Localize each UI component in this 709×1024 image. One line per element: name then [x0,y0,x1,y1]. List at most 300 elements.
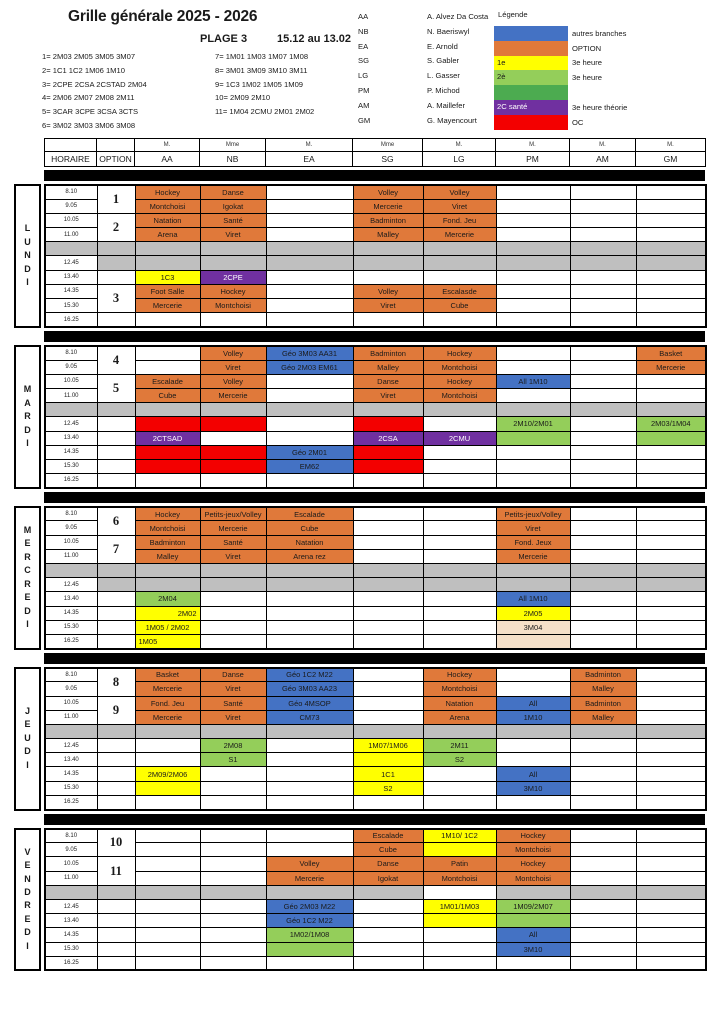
column-header: AA [135,152,200,167]
schedule-cell: Géo 1C2 M22 [266,668,353,682]
option-group-line: 11= 1M04 2CMU 2M01 2M02 [215,107,315,117]
schedule-cell [266,256,353,270]
schedule-cell [353,634,423,648]
options-list-right [215,50,314,119]
schedule-cell: Mercerie [266,871,353,885]
schedule-cell [570,199,636,213]
schedule-cell [496,360,570,374]
time-cell: 15.30 [45,942,97,956]
schedule-cell [496,578,570,592]
schedule-cell: Viret [200,549,266,563]
schedule-cell: 2CSA [353,431,423,445]
schedule-cell [135,942,200,956]
column-header: HORAIRE [45,152,97,167]
schedule-cell: Hockey [423,346,496,360]
teacher-row [358,10,488,25]
schedule-cell [200,942,266,956]
schedule-cell [423,535,496,549]
schedule-cell: 2M11 [423,739,496,753]
schedule-cell [570,928,636,942]
schedule-cell [266,474,353,488]
schedule-cell [636,914,706,928]
time-cell: 10.05 [45,857,97,871]
options-list-left [42,50,147,133]
schedule-cell [636,521,706,535]
column-header: OPTION [97,152,135,167]
schedule-cell [423,549,496,563]
legend-label: OC [572,117,584,127]
schedule-cell: Hockey [200,284,266,298]
day-letter: E [24,538,31,549]
schedule-cell: Montchoisi [423,682,496,696]
column-header: EA [266,152,353,167]
legend-row [494,41,627,56]
schedule-cell: 2M02 [135,606,200,620]
schedule-cell: Mercerie [200,388,266,402]
schedule-cell [266,724,353,738]
option-cell [97,739,135,753]
schedule-cell: Patin [423,857,496,871]
schedule-cell: EM62 [266,459,353,473]
schedule-cell [266,431,353,445]
schedule-cell: Santé [200,535,266,549]
schedule-cell [200,620,266,634]
day-letter: I [26,277,29,288]
schedule-cell [353,474,423,488]
day-letter: I [26,940,29,951]
schedule-cell [135,474,200,488]
time-cell: 14.35 [45,606,97,620]
schedule-cell [636,564,706,578]
schedule-cell [423,795,496,809]
schedule-cell [423,270,496,284]
schedule-cell [266,299,353,313]
schedule-cell: Volley [200,346,266,360]
schedule-cell: Malley [353,360,423,374]
schedule-cell: 2CPE [200,270,266,284]
schedule-cell: Natation [423,696,496,710]
schedule-cell [200,474,266,488]
day-letter: R [24,551,31,562]
schedule-grid [0,138,709,971]
schedule-cell [636,843,706,857]
schedule-cell: 1M09/2M07 [496,899,570,913]
time-cell: 13.40 [45,431,97,445]
option-cell [97,242,135,256]
schedule-cell: Mercerie [636,360,706,374]
teacher-code: AM [358,100,370,110]
schedule-cell: Montchoisi [423,388,496,402]
schedule-cell: Fond. Jeu [135,696,200,710]
schedule-cell: Badminton [353,213,423,227]
schedule-cell [353,620,423,634]
schedule-cell [200,606,266,620]
schedule-cell: 2M09/2M06 [135,767,200,781]
schedule-cell: Cube [423,299,496,313]
schedule-cell: Géo 1C2 M22 [266,914,353,928]
schedule-cell [353,668,423,682]
schedule-cell [570,885,636,899]
schedule-cell [570,767,636,781]
separator-band [44,814,705,825]
schedule-cell [636,374,706,388]
schedule-cell [353,549,423,563]
teacher-name: G. Mayencourt [427,115,477,125]
schedule-cell [200,445,266,459]
schedule-cell [135,781,200,795]
schedule-cell [570,549,636,563]
option-group-line: 10= 2M09 2M10 [215,93,271,103]
schedule-cell [353,521,423,535]
schedule-cell [636,739,706,753]
time-cell: 9.05 [45,843,97,857]
time-cell: 10.05 [45,535,97,549]
schedule-cell: Escalade [353,829,423,843]
column-header: GM [636,152,706,167]
teacher-code: AA [358,12,369,21]
schedule-cell: Volley [200,374,266,388]
schedule-cell [636,299,706,313]
time-cell: 15.30 [45,781,97,795]
schedule-cell [200,431,266,445]
option-cell [97,767,135,781]
time-cell: 16.25 [45,474,97,488]
day-label [14,506,41,650]
option-cell [97,956,135,970]
schedule-cell [353,592,423,606]
schedule-cell: S1 [200,753,266,767]
schedule-cell [423,942,496,956]
option-cell [97,634,135,648]
schedule-cell [636,213,706,227]
schedule-cell [636,606,706,620]
schedule-cell [353,795,423,809]
option-group-line: 2= 1C1 1C2 1M06 1M10 [42,65,125,75]
option-cell [97,781,135,795]
schedule-cell [570,242,636,256]
schedule-cell [570,899,636,913]
schedule-cell [423,914,496,928]
schedule-cell [636,829,706,843]
option-cell: 6 [97,507,135,535]
schedule-cell [636,885,706,899]
column-subheader: Mme [200,139,266,152]
schedule-cell [496,753,570,767]
schedule-cell [496,564,570,578]
schedule-cell: Danse [200,185,266,199]
legend-swatch [494,26,568,41]
schedule-cell [266,592,353,606]
option-cell [97,942,135,956]
time-cell: 13.40 [45,753,97,767]
teacher-name: E. Arnold [427,41,458,51]
day-letter: M [23,384,32,395]
schedule-cell [266,564,353,578]
schedule-cell: All [496,767,570,781]
schedule-cell [636,857,706,871]
schedule-cell: Géo 2M03 EM61 [266,360,353,374]
option-cell [97,564,135,578]
day-block-lundi [14,184,709,328]
schedule-cell [496,270,570,284]
column-subheader: M. [636,139,706,152]
schedule-cell [496,313,570,327]
column-header-table [44,138,706,167]
option-cell [97,403,135,417]
schedule-cell: Montchoisi [135,199,200,213]
time-cell: 9.05 [45,521,97,535]
option-cell [97,928,135,942]
plage-label: PLAGE 3 [200,33,248,45]
schedule-cell: 2CMU [423,431,496,445]
column-subheader: M. [135,139,200,152]
schedule-cell [266,781,353,795]
schedule-cell: Natation [266,535,353,549]
schedule-cell [570,942,636,956]
schedule-cell [570,829,636,843]
schedule-cell [496,299,570,313]
schedule-cell [496,739,570,753]
schedule-cell [200,417,266,431]
schedule-cell [266,213,353,227]
schedule-cell: Viret [200,360,266,374]
schedule-cell: Volley [423,185,496,199]
teacher-row [358,114,488,129]
schedule-cell: 3M10 [496,942,570,956]
legend-swatch: 2C santé [494,100,568,115]
schedule-cell [135,739,200,753]
schedule-cell: Viret [353,299,423,313]
schedule-cell [636,549,706,563]
schedule-cell [266,753,353,767]
schedule-cell [135,403,200,417]
schedule-cell [636,668,706,682]
schedule-cell [135,914,200,928]
schedule-cell [636,388,706,402]
schedule-cell [570,507,636,521]
schedule-cell [636,403,706,417]
schedule-cell: 2M05 [496,606,570,620]
separator-band [44,492,705,503]
day-letter: D [24,927,31,938]
schedule-cell: Volley [353,185,423,199]
schedule-cell: Arena [135,228,200,242]
schedule-cell: All [496,928,570,942]
schedule-cell [636,620,706,634]
time-cell: 12.45 [45,578,97,592]
schedule-cell [496,885,570,899]
schedule-cell: Basket [636,346,706,360]
schedule-cell [135,871,200,885]
schedule-days [14,170,709,971]
schedule-cell [353,459,423,473]
legend-title: Légende [498,10,528,19]
schedule-cell: Viret [423,199,496,213]
schedule-cell [353,710,423,724]
time-cell: 12.45 [45,417,97,431]
schedule-cell: Montchoisi [496,871,570,885]
schedule-cell [266,313,353,327]
day-letter: I [26,759,29,770]
schedule-cell [636,767,706,781]
schedule-cell [570,445,636,459]
schedule-cell: Cube [266,521,353,535]
schedule-cell [636,242,706,256]
schedule-cell [496,199,570,213]
option-cell: 8 [97,668,135,696]
time-cell [45,724,97,738]
schedule-cell [200,634,266,648]
schedule-cell [266,956,353,970]
time-cell: 16.25 [45,313,97,327]
teacher-name: P. Michod [427,85,460,95]
day-letter: E [24,860,31,871]
schedule-cell: S2 [353,781,423,795]
option-group-line: 4= 2M06 2M07 2M08 2M11 [42,93,135,103]
schedule-cell: Volley [266,857,353,871]
schedule-cell [636,431,706,445]
time-cell: 14.35 [45,928,97,942]
schedule-cell [423,606,496,620]
schedule-cell: 1M01/1M03 [423,899,496,913]
day-letter: E [24,913,31,924]
schedule-cell [570,403,636,417]
schedule-cell [200,885,266,899]
schedule-cell [496,956,570,970]
schedule-cell [200,242,266,256]
schedule-cell [266,403,353,417]
schedule-cell: Hockey [496,829,570,843]
schedule-cell: Foot Salle [135,284,200,298]
schedule-cell [266,270,353,284]
schedule-cell [570,781,636,795]
column-subheader [45,139,97,152]
teacher-name: S. Gabler [427,56,460,66]
option-cell: 11 [97,857,135,885]
schedule-cell [135,564,200,578]
legend-swatch [494,115,568,130]
schedule-cell [570,374,636,388]
schedule-cell: Hockey [423,668,496,682]
schedule-cell [570,417,636,431]
schedule-cell [636,942,706,956]
schedule-cell [135,857,200,871]
schedule-cell [570,857,636,871]
schedule-cell: Géo 3M03 AA23 [266,682,353,696]
schedule-cell [570,914,636,928]
schedule-cell: Badminton [135,535,200,549]
schedule-cell [266,829,353,843]
option-cell [97,313,135,327]
schedule-cell [135,417,200,431]
schedule-cell [570,474,636,488]
option-cell: 5 [97,374,135,402]
schedule-cell [266,620,353,634]
schedule-cell: Géo 2M01 [266,445,353,459]
option-cell [97,445,135,459]
schedule-cell [570,459,636,473]
time-cell: 15.30 [45,459,97,473]
legend-row [494,56,627,71]
schedule-cell: Igokat [200,199,266,213]
schedule-cell [496,634,570,648]
schedule-cell [636,899,706,913]
column-header: PM [496,152,570,167]
schedule-cell [423,564,496,578]
schedule-cell: Montchoisi [200,299,266,313]
schedule-cell: Malley [353,228,423,242]
schedule-cell [266,843,353,857]
schedule-cell [353,270,423,284]
option-group-line: 8= 3M01 3M09 3M10 3M11 [215,65,308,75]
schedule-cell [353,942,423,956]
time-cell: 10.05 [45,696,97,710]
schedule-cell: 1M10/ 1C2 [423,829,496,843]
schedule-cell: Viret [353,388,423,402]
column-header: SG [353,152,423,167]
schedule-cell [135,753,200,767]
schedule-cell [353,242,423,256]
schedule-cell [353,682,423,696]
schedule-cell: Hockey [135,185,200,199]
schedule-cell [496,474,570,488]
column-header: AM [570,152,636,167]
schedule-cell: Badminton [353,346,423,360]
schedule-cell: Mercerie [135,710,200,724]
schedule-cell [636,284,706,298]
time-cell: 11.00 [45,710,97,724]
teacher-code: GM [358,115,371,125]
schedule-cell [353,564,423,578]
teacher-code: EA [358,41,369,51]
schedule-cell [570,346,636,360]
schedule-cell [636,956,706,970]
separator-band [44,653,705,664]
schedule-cell: Danse [200,668,266,682]
day-letter: A [24,397,31,408]
schedule-cell [423,928,496,942]
schedule-cell: Mercerie [200,521,266,535]
time-cell: 9.05 [45,360,97,374]
schedule-cell [266,388,353,402]
schedule-cell [570,313,636,327]
schedule-cell [200,724,266,738]
option-cell [97,270,135,284]
schedule-cell [423,521,496,535]
schedule-cell [135,795,200,809]
schedule-cell: Viret [200,228,266,242]
schedule-cell [496,682,570,696]
column-subheader: M. [266,139,353,152]
time-cell: 8.10 [45,668,97,682]
schedule-cell [423,724,496,738]
schedule-cell: Basket [135,668,200,682]
schedule-cell [423,885,496,899]
day-letter: J [24,706,30,717]
schedule-cell [200,256,266,270]
schedule-cell: Petits-jeux/Volley [200,507,266,521]
day-label [14,667,41,811]
schedule-cell [636,199,706,213]
teacher-row [358,25,488,40]
option-cell [97,256,135,270]
schedule-cell [200,871,266,885]
schedule-cell [570,564,636,578]
schedule-cell [135,928,200,942]
option-cell [97,431,135,445]
schedule-cell: Mercerie [353,199,423,213]
day-letter: V [24,846,31,857]
